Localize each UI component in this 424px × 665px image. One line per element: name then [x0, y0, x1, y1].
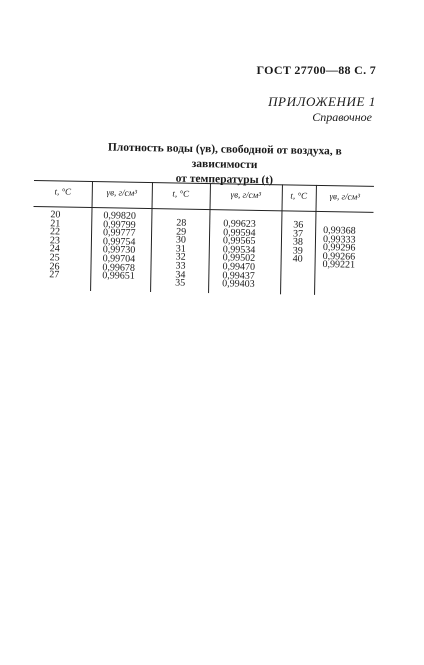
table-cell: 0,99623: [223, 218, 256, 230]
table-cell: 32: [175, 251, 186, 264]
table-cell: 0,99534: [222, 244, 256, 256]
table-header-rule: [34, 206, 374, 213]
table-cell: 36: [293, 219, 304, 231]
table-cell: 21: [50, 217, 61, 230]
document-reference: ГОСТ 27700—88 С. 7: [256, 63, 376, 77]
temperature-column-2: [158, 219, 203, 289]
header-density-3: γв, г/см³: [329, 191, 361, 202]
table-cell: 23: [49, 235, 61, 247]
table-cell: 38: [292, 236, 304, 248]
table-cell: 25: [49, 252, 60, 264]
table-cell: 24: [49, 243, 60, 255]
header-temperature-1: t, °С: [54, 186, 72, 197]
table-cell: 35: [175, 277, 186, 289]
column-divider: [314, 185, 317, 295]
table-cell: 37: [293, 228, 304, 240]
temperature-column-3: [283, 221, 314, 264]
table-cell: 0,99754: [102, 235, 136, 248]
appendix-subtitle: Справочное: [312, 110, 372, 124]
appendix-title: ПРИЛОЖЕНИЕ 1: [268, 94, 376, 109]
table-cell: 28: [176, 217, 187, 229]
table-cell: 33: [175, 260, 186, 272]
density-column-1: [102, 212, 151, 282]
table-cell: 0,99777: [102, 227, 136, 239]
table-cell: 0,99730: [102, 244, 136, 257]
density-column-3: [322, 227, 371, 271]
table-cell: 26: [49, 260, 60, 273]
table-cell: 0,99799: [103, 218, 136, 231]
header-temperature-2: t, °С: [172, 188, 190, 199]
density-column-2: [222, 220, 279, 290]
table-cell: 27: [49, 269, 60, 281]
temperature-column-1: [32, 211, 77, 281]
table-cell: 0,99820: [103, 210, 136, 222]
table-cell: 30: [175, 234, 187, 246]
table-cell: 0,99266: [322, 250, 356, 263]
table-cell: 0,99565: [222, 235, 256, 248]
table-cell: 0,99437: [222, 269, 255, 282]
table-cell: 39: [292, 245, 303, 257]
table-cell: 0,99704: [102, 253, 136, 265]
header-density-2: γв, г/см³: [230, 189, 262, 200]
density-table: [32, 180, 374, 301]
table-cell: 22: [49, 226, 61, 238]
table-cell: 34: [175, 269, 186, 281]
table-cell: 0,99502: [222, 252, 256, 265]
table-cell: 29: [176, 226, 187, 238]
table-cell: 0,99221: [322, 259, 356, 271]
table-cell: 20: [50, 209, 61, 221]
table-cell: 31: [175, 243, 186, 255]
table-cell: 0,99296: [322, 242, 356, 254]
column-divider: [90, 181, 93, 291]
table-cell: 0,99651: [102, 270, 135, 282]
header-density-1: γв, г/см³: [106, 187, 138, 198]
table-cell: 0,99594: [223, 226, 256, 239]
table-title-line-1: Плотность воды (γв), свободной от воздуха, в зависимости: [107, 141, 342, 172]
table-cell: 0,99470: [222, 261, 256, 273]
header-temperature-3: t, °С: [290, 190, 308, 201]
table-cell: 0,99403: [222, 278, 255, 291]
column-divider: [208, 183, 211, 293]
table-cell: 0,99368: [323, 225, 356, 237]
table-title-line-2: от температуры (t): [175, 172, 274, 187]
table-cell: 0,99678: [102, 261, 136, 274]
table-cell: 40: [292, 253, 303, 266]
table-cell: 0,99333: [322, 233, 356, 246]
